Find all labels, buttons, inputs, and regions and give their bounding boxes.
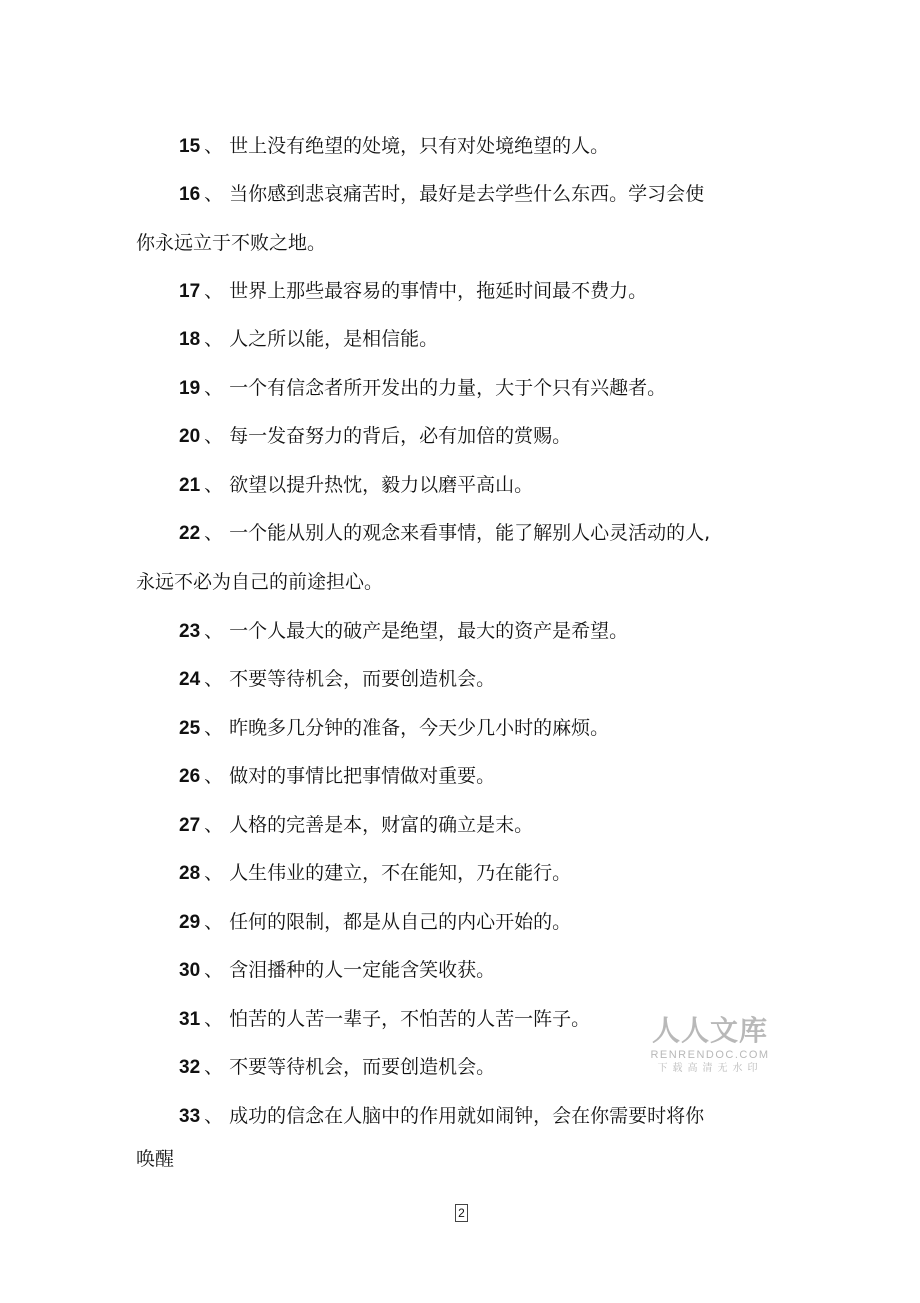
quote-item [136, 1043, 716, 1092]
quote-first-line [136, 849, 716, 898]
quote-separator: 、 [204, 717, 224, 739]
quote-first-line [136, 752, 716, 801]
quote-item [136, 412, 716, 461]
quote-first-line [136, 412, 716, 461]
quote-separator: 、 [204, 135, 224, 157]
quote-text: 一个有信念者所开发出的力量，大于个只有兴趣者。 [229, 377, 667, 399]
quote-number: 16 [179, 184, 201, 205]
quote-first-line [136, 364, 716, 413]
quote-item [136, 704, 716, 753]
quote-text: 昨晚多几分钟的准备，今天少几小时的麻烦。 [229, 717, 610, 739]
quote-item [136, 752, 716, 801]
quote-first-line [136, 461, 716, 510]
quote-item [136, 122, 716, 171]
quote-first-line [136, 267, 716, 316]
quote-first-line [136, 898, 716, 947]
quote-first-line [136, 946, 716, 995]
quote-separator: 、 [204, 474, 224, 496]
quote-number: 31 [179, 1009, 201, 1030]
quote-separator: 、 [204, 1056, 224, 1078]
quote-number: 25 [179, 718, 201, 739]
quote-text: 任何的限制，都是从自己的内心开始的。 [229, 911, 572, 933]
quote-separator: 、 [204, 668, 224, 690]
quote-continuation-line: 你永远立于不败之地。 [136, 232, 327, 254]
quote-separator: 、 [204, 620, 224, 642]
watermark-logo [648, 1014, 772, 1076]
quote-text: 不要等待机会，而要创造机会。 [229, 1056, 496, 1078]
quote-item [136, 509, 716, 606]
quote-item [136, 170, 716, 267]
quote-number: 15 [179, 136, 201, 157]
quote-text: 一个能从别人的观念来看事情，能了解别人心灵活动的人, [229, 522, 711, 544]
quote-item [136, 267, 716, 316]
quote-number: 33 [179, 1106, 201, 1127]
quote-first-line [136, 122, 716, 171]
quote-text: 含泪播种的人一定能含笑收获。 [229, 959, 496, 981]
quote-text: 做对的事情比把事情做对重要。 [229, 765, 496, 787]
page-number: 2 [455, 1204, 468, 1222]
quote-separator: 、 [204, 280, 224, 302]
quote-first-line [136, 170, 716, 219]
quote-text: 欲望以提升热忱，毅力以磨平高山。 [229, 474, 534, 496]
quote-separator: 、 [204, 911, 224, 933]
watermark-tagline: 下载高清无水印 [657, 1063, 763, 1074]
quote-separator: 、 [204, 814, 224, 836]
quote-text: 世上没有绝望的处境，只有对处境绝望的人。 [229, 135, 610, 157]
quote-item [136, 364, 716, 413]
quote-item [136, 315, 716, 364]
quote-first-line [136, 704, 716, 753]
quote-text: 一个人最大的破产是绝望，最大的资产是希望。 [229, 620, 629, 642]
quote-item [136, 898, 716, 947]
quote-text: 怕苦的人苦一辈子，不怕苦的人苦一阵子。 [229, 1008, 591, 1030]
quote-first-line [136, 315, 716, 364]
quote-number: 20 [179, 426, 201, 447]
quote-continuation-line: 唤醒 [136, 1148, 175, 1170]
quote-separator: 、 [204, 1008, 224, 1030]
quote-number: 21 [179, 475, 201, 496]
quote-text: 不要等待机会，而要创造机会。 [229, 668, 496, 690]
quote-number: 29 [179, 912, 201, 933]
quote-separator: 、 [204, 959, 224, 981]
quote-continuation-line: 永远不必为自己的前途担心。 [136, 571, 384, 593]
quote-number: 27 [179, 815, 201, 836]
quote-number: 17 [179, 281, 201, 302]
quote-text: 当你感到悲哀痛苦时，最好是去学些什么东西。学习会使 [229, 183, 705, 205]
quote-item [136, 995, 716, 1044]
quote-item [136, 801, 716, 850]
quote-number: 26 [179, 766, 201, 787]
quote-first-line [136, 1043, 716, 1092]
quote-number: 22 [179, 523, 201, 544]
quote-number: 23 [179, 621, 201, 642]
quote-item [136, 849, 716, 898]
quote-first-line [136, 607, 716, 656]
quote-separator: 、 [204, 183, 224, 205]
quote-item [136, 946, 716, 995]
quote-separator: 、 [204, 425, 224, 447]
quote-first-line [136, 655, 716, 704]
quote-text: 人之所以能，是相信能。 [229, 328, 439, 350]
quote-number: 18 [179, 329, 201, 350]
quote-separator: 、 [204, 522, 224, 544]
quote-text: 成功的信念在人脑中的作用就如闹钟，会在你需要时将你 [229, 1105, 705, 1127]
quote-separator: 、 [204, 862, 224, 884]
quote-item [136, 607, 716, 656]
quote-separator: 、 [204, 377, 224, 399]
quote-separator: 、 [204, 328, 224, 350]
quote-separator: 、 [204, 1105, 224, 1127]
quote-number: 30 [179, 960, 201, 981]
quote-first-line [136, 801, 716, 850]
quote-item [136, 655, 716, 704]
quote-text: 人生伟业的建立，不在能知，乃在能行。 [229, 862, 572, 884]
quote-separator: 、 [204, 765, 224, 787]
quote-item [136, 1092, 716, 1177]
quote-text: 人格的完善是本，财富的确立是末。 [229, 814, 534, 836]
quote-first-line [136, 509, 716, 558]
quote-number: 32 [179, 1057, 201, 1078]
quote-text: 世界上那些最容易的事情中，拖延时间最不费力。 [229, 280, 648, 302]
quote-first-line [136, 995, 716, 1044]
quote-first-line [136, 1092, 716, 1141]
quote-number: 19 [179, 378, 201, 399]
quote-number: 28 [179, 863, 201, 884]
watermark-title: 人人文库 [651, 1014, 768, 1047]
watermark-url: RENRENDOC.COM [650, 1049, 770, 1061]
quote-text: 每一发奋努力的背后，必有加倍的赏赐。 [229, 425, 572, 447]
quote-number: 24 [179, 669, 201, 690]
quote-item [136, 461, 716, 510]
